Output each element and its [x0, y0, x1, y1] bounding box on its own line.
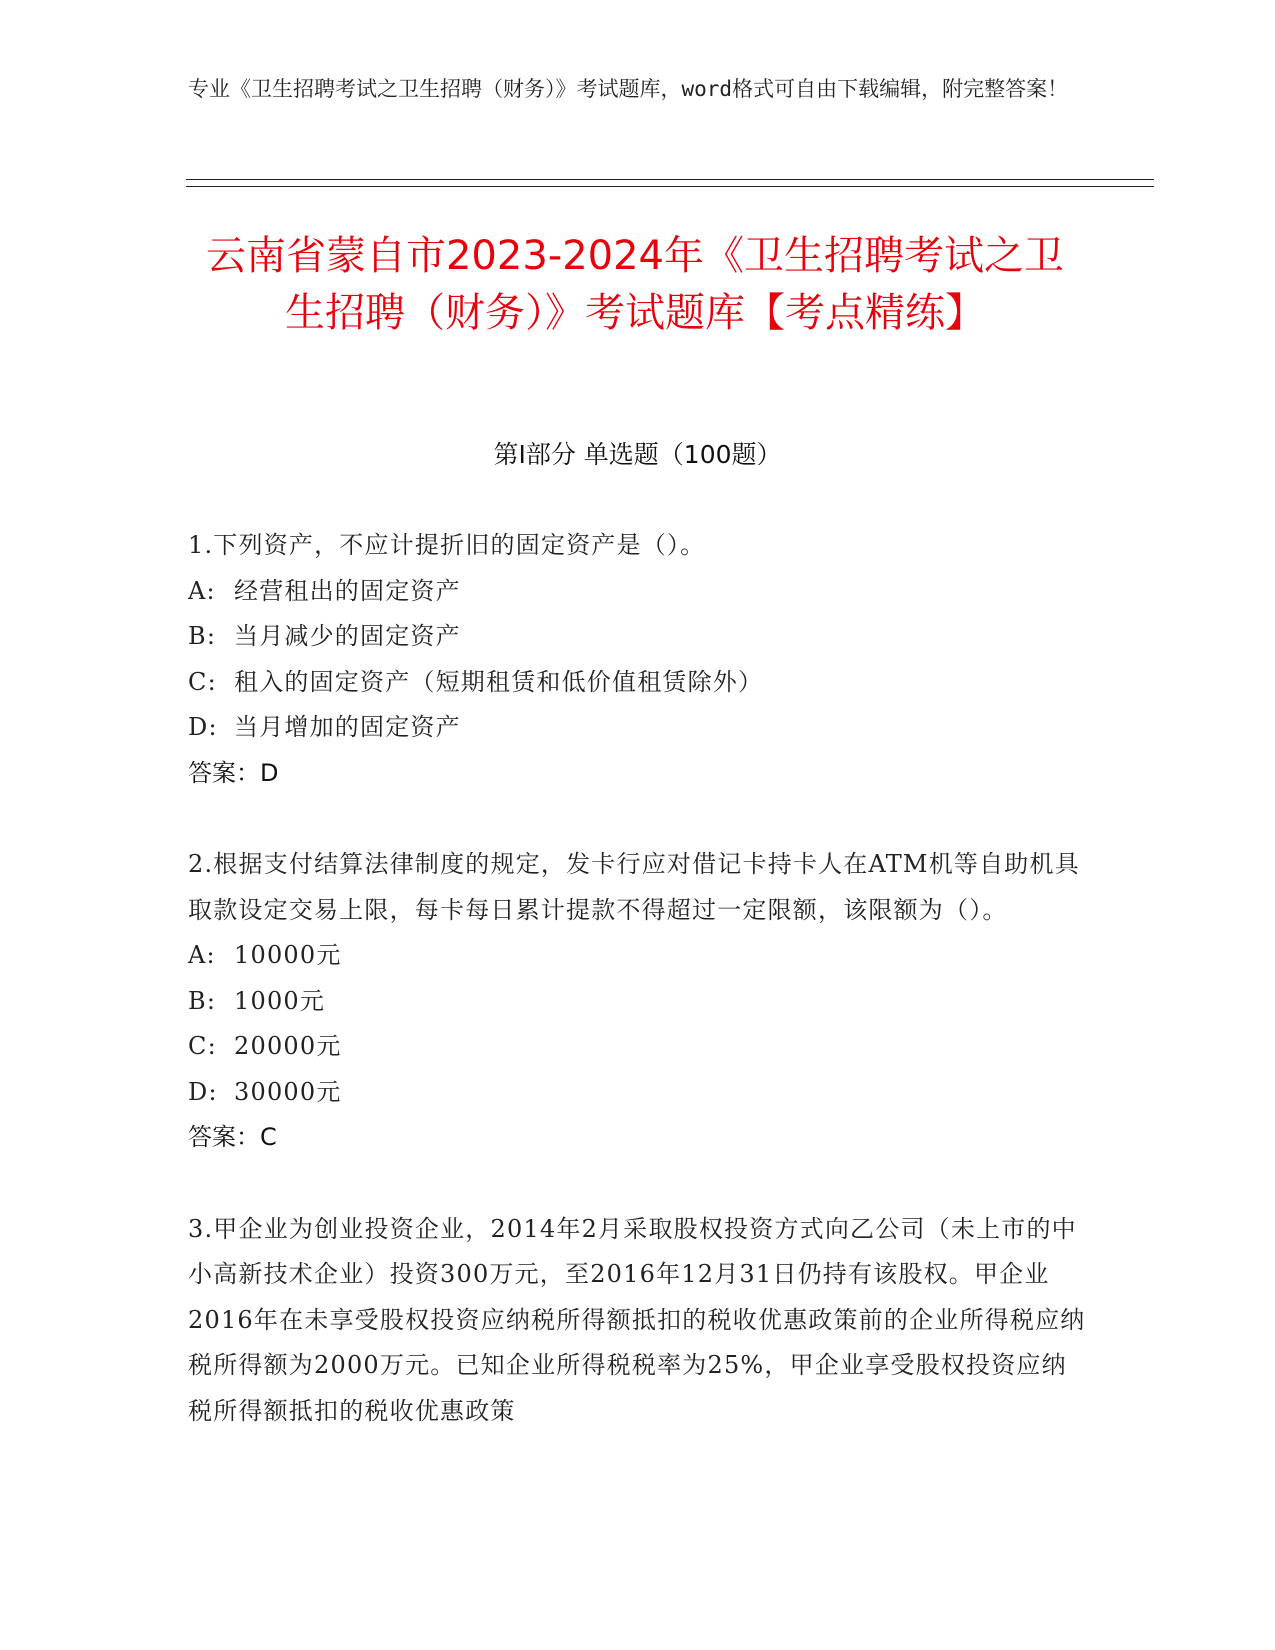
option-letter: B:: [188, 622, 217, 650]
option-letter: D:: [188, 713, 218, 741]
question-stem: 2.根据支付结算法律制度的规定，发卡行应对借记卡持卡人在ATM机等自助机具取款设定交易上限，每卡每日累计提款不得超过一定限额，该限额为（）。: [188, 850, 1080, 924]
option-text: 10000元: [234, 941, 342, 969]
option-text: 当月增加的固定资产: [234, 713, 461, 741]
option-letter: A:: [188, 576, 216, 605]
option-letter: C:: [188, 667, 217, 696]
option-letter: A:: [188, 941, 216, 969]
answer-line: 答案：C: [188, 1123, 277, 1151]
option-letter: D:: [188, 1077, 218, 1106]
option-text: 30000元: [234, 1077, 342, 1106]
option-letter: B:: [188, 986, 217, 1015]
option-b: [188, 979, 1088, 1025]
option-c: [188, 1024, 1088, 1070]
option-d: [188, 705, 1088, 751]
option-text: 当月减少的固定资产: [234, 622, 461, 650]
section-title: 第I部分 单选题（100题）: [493, 440, 782, 469]
option-text: 1000元: [234, 986, 326, 1015]
option-text: 经营租出的固定资产: [234, 576, 461, 605]
header-divider-bottom: [186, 186, 1154, 187]
question-2: [188, 842, 1088, 1161]
header-note: 专业《卫生招聘考试之卫生招聘（财务）》考试题库，word格式可自由下载编辑，附完整答案！: [188, 77, 1069, 101]
question-stem: 1.下列资产，不应计提折旧的固定资产是（）。: [188, 531, 706, 559]
option-letter: C:: [188, 1032, 217, 1060]
header-divider-top: [186, 179, 1154, 180]
question-list: [188, 523, 1088, 1480]
option-a: [188, 569, 1088, 615]
option-d: [188, 1070, 1088, 1116]
question-1: [188, 523, 1088, 796]
option-b: [188, 614, 1088, 660]
question-3: [188, 1207, 1088, 1435]
option-text: 租入的固定资产（短期租赁和低价值租赁除外）: [234, 667, 764, 696]
answer-line: 答案：D: [188, 758, 279, 787]
option-text: 20000元: [234, 1032, 342, 1060]
question-stem: 3.甲企业为创业投资企业，2014年2月采取股权投资方式向乙公司（未上市的中小高新技术企业）投资300万元，至2016年12月31日仍持有该股权。甲企业2016年在未享受股权投资应纳税所得额抵扣的税收优惠政策前的企业所得税应纳税所得额为2000万元。已知企业所得税税率为25%，甲企业享受股权投资应纳税所得额抵扣的税收优惠政策: [188, 1214, 1086, 1425]
option-a: [188, 933, 1088, 979]
option-c: [188, 660, 1088, 706]
document-title: 云南省蒙自市2023-2024年《卫生招聘考试之卫生招聘（财务）》考试题库【考点精练】: [205, 233, 1065, 336]
